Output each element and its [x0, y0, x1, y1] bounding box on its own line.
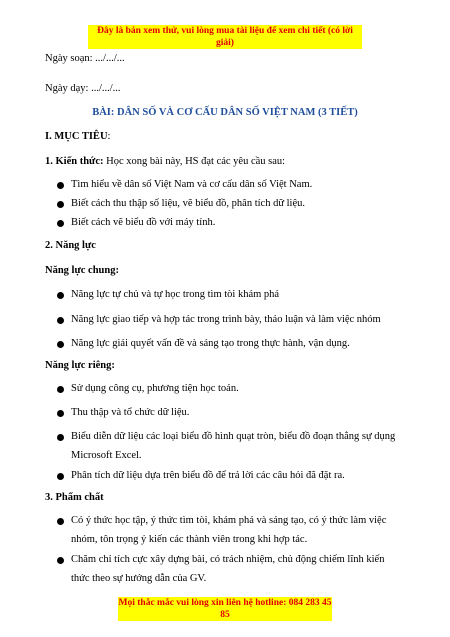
pham-chat-heading: 3. Phẩm chất: [45, 492, 104, 503]
list-item-continuation: Microsoft Excel.: [71, 450, 142, 461]
nang-luc-chung-heading: Năng lực chung:: [45, 265, 119, 276]
bullet-icon: [57, 182, 64, 189]
kien-thuc-text: Học xong bài này, HS đạt các yêu cầu sau:: [103, 156, 286, 167]
bullet-icon: [57, 317, 64, 324]
bullet-icon: [57, 220, 64, 227]
kien-thuc-label: 1. Kiến thức:: [45, 156, 104, 167]
hotline-banner: Mọi thắc mắc vui lòng xin liên hệ hotline: 084 283 45 85: [118, 598, 332, 620]
list-item: Phân tích dữ liệu dựa trên biểu đồ để trả lời các câu hỏi đã đặt ra.: [71, 470, 345, 481]
list-item: Tìm hiểu về dân số Việt Nam và cơ cấu dân số Việt Nam.: [71, 179, 313, 190]
list-item: Chăm chỉ tích cực xây dựng bài, có trách nhiệm, chủ động chiếm lĩnh kiến: [71, 554, 385, 565]
lesson-title: BÀI: DÂN SỐ VÀ CƠ CẤU DÂN SỐ VIỆT NAM (3 TIẾT): [92, 107, 358, 118]
ngay-day: Ngày dạy: .../.../...: [45, 83, 121, 94]
bullet-icon: [57, 473, 64, 480]
section-muc-tieu-label: I. MỤC TIÊU: [45, 131, 108, 142]
section-muc-tieu: [45, 130, 110, 144]
list-item-continuation: thức theo sự hướng dẫn của GV.: [71, 573, 207, 584]
bullet-icon: [57, 341, 64, 348]
bullet-icon: [57, 557, 64, 564]
list-item: Biểu diễn dữ liệu các loại biểu đồ hình quạt tròn, biểu đồ đoạn thẳng sự dụng: [71, 431, 396, 442]
list-item: Năng lực tự chủ và tự học trong tìm tòi khám phá: [71, 289, 280, 300]
bullet-icon: [57, 201, 64, 208]
list-item: Biết cách thu thập số liệu, vẽ biểu đồ, phân tích dữ liệu.: [71, 198, 306, 209]
bullet-icon: [57, 292, 64, 299]
list-item: Biết cách vẽ biểu đồ với máy tính.: [71, 217, 216, 228]
kien-thuc-heading: [45, 155, 285, 169]
section-muc-tieu-colon: :: [107, 131, 111, 142]
nang-luc-heading: 2. Năng lực: [45, 240, 96, 251]
list-item: Có ý thức học tập, ý thức tìm tòi, khám phá và sáng tạo, có ý thức làm việc: [71, 515, 387, 526]
list-item: Thu thập và tổ chức dữ liệu.: [71, 407, 190, 418]
list-item-continuation: nhóm, tôn trọng ý kiến các thành viên trong khi hợp tác.: [71, 534, 308, 545]
bullet-icon: [57, 434, 64, 441]
bullet-icon: [57, 518, 64, 525]
bullet-icon: [57, 386, 64, 393]
list-item: Năng lực giao tiếp và hợp tác trong trình bày, thảo luận và làm việc nhóm: [71, 314, 381, 325]
bullet-icon: [57, 410, 64, 417]
list-item: Năng lực giải quyết vấn đề và sáng tạo trong thực hành, vận dụng.: [71, 338, 350, 349]
preview-notice-banner: Đây là bản xem thử, vui lòng mua tài liệu để xem chi tiết (có lời giải): [88, 25, 362, 49]
nang-luc-rieng-heading: Năng lực riêng:: [45, 360, 115, 371]
list-item: Sử dụng công cụ, phương tiện học toán.: [71, 383, 239, 394]
ngay-soan: Ngày soạn: .../.../...: [45, 53, 125, 64]
